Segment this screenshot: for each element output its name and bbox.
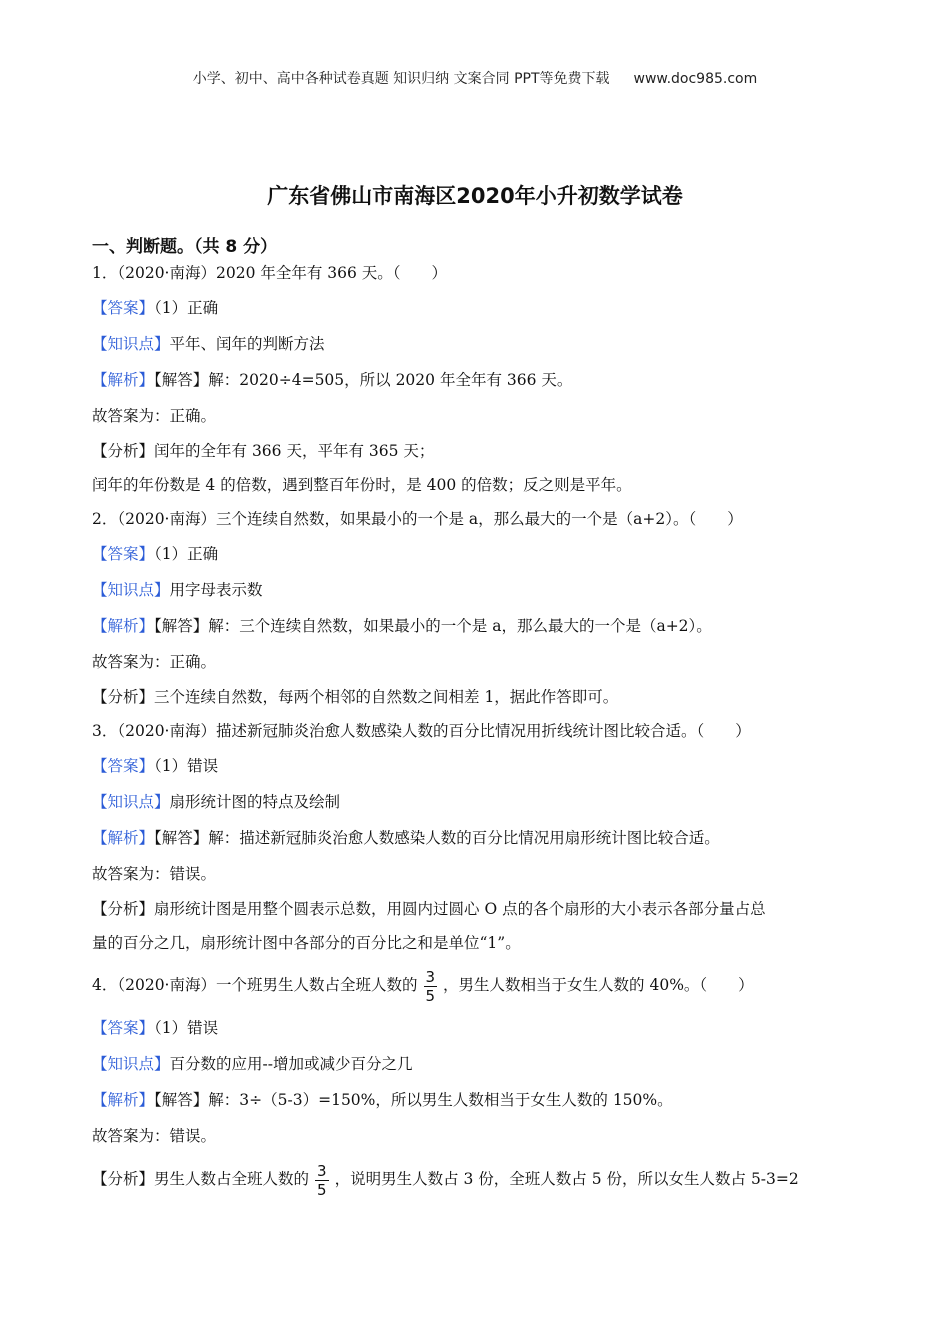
- conclusion-text: 正确。: [169, 653, 217, 671]
- solve-tag: 【解答】: [154, 617, 209, 635]
- solution-text: 解：3÷（5-3）=150%，所以男生人数相当于女生人数的 150%。: [208, 1091, 673, 1109]
- knowledge-row: [92, 326, 862, 362]
- knowledge-tag: 【知识点】: [92, 335, 170, 353]
- fenxi-tag: 【分析】: [92, 1170, 155, 1188]
- fraction: [315, 1162, 329, 1199]
- fenxi-before: 男生人数占全班人数的: [154, 1170, 310, 1188]
- solution-row: [92, 1082, 862, 1118]
- conclusion-prefix: 故答案为：: [92, 407, 170, 425]
- question-list: [92, 256, 862, 1204]
- analysis-tag: 【解析】: [92, 617, 155, 635]
- knowledge-text: 平年、闰年的判断方法: [169, 335, 325, 353]
- solve-tag: 【解答】: [154, 371, 209, 389]
- fenxi-tag: 【分析】: [92, 900, 155, 918]
- conclusion-text: 错误。: [169, 1127, 217, 1145]
- knowledge-row: [92, 572, 862, 608]
- answer-row: [92, 290, 862, 326]
- conclusion-text: 错误。: [169, 865, 217, 883]
- fraction: [424, 968, 438, 1005]
- fenxi-row: [92, 680, 862, 714]
- solution-row: [92, 362, 862, 398]
- fenxi-row: [92, 434, 862, 468]
- conclusion-row: [92, 644, 862, 680]
- fraction-denominator: 5: [425, 986, 436, 1005]
- fraction-denominator: 5: [317, 1180, 327, 1199]
- solve-tag: 【解答】: [154, 829, 209, 847]
- question-stem: [92, 960, 862, 1010]
- solution-text: 解：三个连续自然数，如果最小的一个是 a，那么最大的一个是（a+2）。: [208, 617, 712, 635]
- knowledge-tag: 【知识点】: [92, 1055, 170, 1073]
- fraction-numerator: 3: [317, 1161, 327, 1180]
- answer-text: （1）错误: [154, 1019, 219, 1037]
- answer-row: [92, 748, 862, 784]
- page-header: [0, 68, 950, 88]
- solution-row: [92, 820, 862, 856]
- knowledge-tag: 【知识点】: [92, 793, 170, 811]
- answer-text: （1）正确: [154, 545, 219, 563]
- analysis-tag: 【解析】: [92, 371, 155, 389]
- answer-row: [92, 536, 862, 572]
- solution-text: 解：描述新冠肺炎治愈人数感染人数的百分比情况用扇形统计图比较合适。: [208, 829, 720, 847]
- section-heading: 一、判断题。（共 8 分）: [92, 237, 278, 257]
- knowledge-row: [92, 784, 862, 820]
- stem-after: ，男生人数相当于女生人数的 40%。（ ）: [443, 976, 754, 994]
- fenxi-continuation: 闰年的年份数是 4 的倍数，遇到整百年份时，是 400 的倍数；反之则是平年。: [92, 476, 632, 494]
- answer-tag: 【答案】: [92, 299, 155, 317]
- knowledge-tag: 【知识点】: [92, 581, 170, 599]
- knowledge-text: 百分数的应用--增加或减少百分之几: [169, 1055, 413, 1073]
- fenxi-tag: 【分析】: [92, 688, 155, 706]
- fenxi-text: 三个连续自然数，每两个相邻的自然数之间相差 1，据此作答即可。: [154, 688, 619, 706]
- knowledge-row: [92, 1046, 862, 1082]
- fenxi-tag: 【分析】: [92, 442, 155, 460]
- question-stem: 3．（2020·南海）描述新冠肺炎治愈人数感染人数的百分比情况用折线统计图比较合适。（ ）: [92, 722, 751, 740]
- header-text: 小学、初中、高中各种试卷真题 知识归纳 文案合同 PPT等免费下载: [192, 71, 610, 87]
- question-stem: 1．（2020·南海）2020 年全年有 366 天。（ ）: [92, 264, 448, 282]
- knowledge-text: 扇形统计图的特点及绘制: [169, 793, 341, 811]
- fenxi-row: [92, 892, 862, 926]
- answer-tag: 【答案】: [92, 757, 155, 775]
- answer-tag: 【答案】: [92, 1019, 155, 1037]
- conclusion-text: 正确。: [169, 407, 217, 425]
- fenxi-continuation: 量的百分之几，扇形统计图中各部分的百分比之和是单位“1”。: [92, 934, 521, 952]
- analysis-tag: 【解析】: [92, 1091, 155, 1109]
- stem-before: 4．（2020·南海）一个班男生人数占全班人数的: [92, 976, 418, 994]
- conclusion-prefix: 故答案为：: [92, 865, 170, 883]
- fenxi-row: [92, 1154, 862, 1204]
- knowledge-text: 用字母表示数: [169, 581, 263, 599]
- answer-tag: 【答案】: [92, 545, 155, 563]
- header-site-link[interactable]: www.doc985.com: [633, 71, 758, 87]
- solve-tag: 【解答】: [154, 1091, 209, 1109]
- analysis-tag: 【解析】: [92, 829, 155, 847]
- solution-text: 解：2020÷4=505，所以 2020 年全年有 366 天。: [208, 371, 573, 389]
- fenxi-after: ，说明男生人数占 3 份，全班人数占 5 份，所以女生人数占 5-3=2: [334, 1170, 799, 1188]
- conclusion-prefix: 故答案为：: [92, 653, 170, 671]
- conclusion-row: [92, 1118, 862, 1154]
- answer-row: [92, 1010, 862, 1046]
- fraction-numerator: 3: [425, 967, 436, 986]
- solution-row: [92, 608, 862, 644]
- fenxi-text: 扇形统计图是用整个圆表示总数，用圆内过圆心 O 点的各个扇形的大小表示各部分量占总: [154, 900, 766, 918]
- conclusion-row: [92, 398, 862, 434]
- conclusion-row: [92, 856, 862, 892]
- page-title: 广东省佛山市南海区2020年小升初数学试卷: [267, 184, 683, 208]
- conclusion-prefix: 故答案为：: [92, 1127, 170, 1145]
- fenxi-text: 闰年的全年有 366 天，平年有 365 天；: [154, 442, 435, 460]
- question-stem: 2．（2020·南海）三个连续自然数，如果最小的一个是 a，那么最大的一个是（a+2）。（ ）: [92, 510, 743, 528]
- answer-text: （1）错误: [154, 757, 219, 775]
- answer-text: （1）正确: [154, 299, 219, 317]
